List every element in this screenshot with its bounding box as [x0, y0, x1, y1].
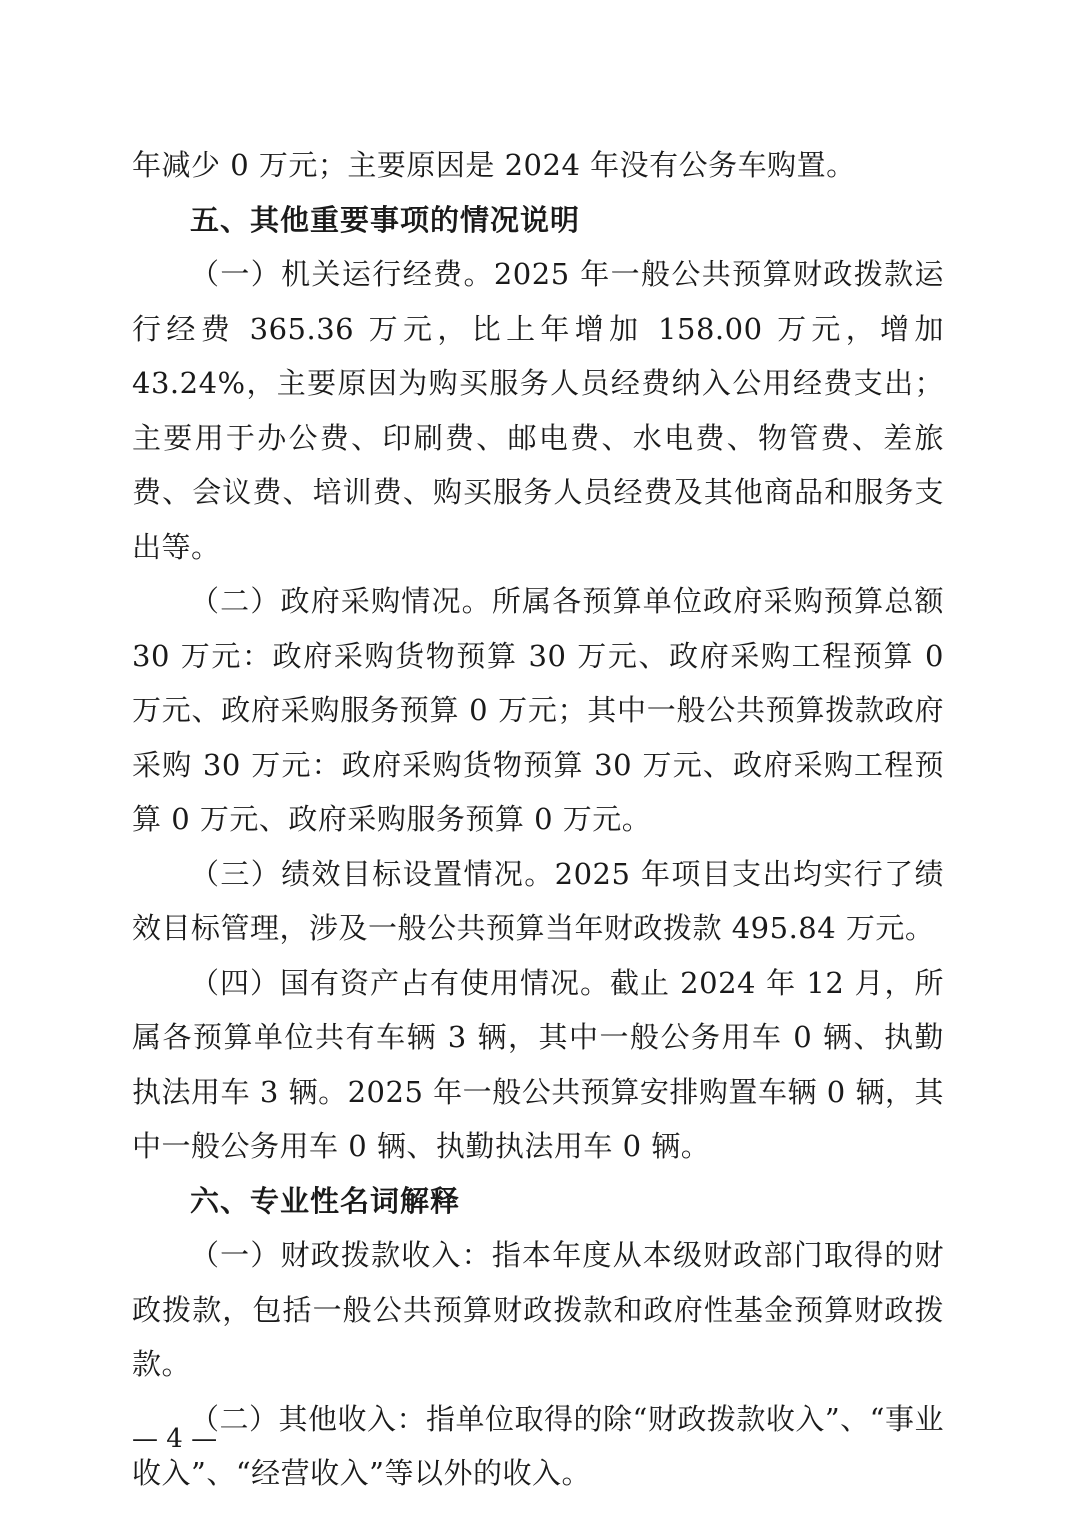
paragraph-fiscal-appropriation-income: （一）财政拨款收入：指本年度从本级财政部门取得的财政拨款，包括一般公共预算财政拨款和政府性基金预算财政拨款。 — [132, 1238, 944, 1381]
section-heading-glossary: 六、专业性名词解释 — [190, 1183, 461, 1218]
paragraph-performance-targets: （三）绩效目标设置情况。2025 年项目支出均实行了绩效目标管理，涉及一般公共预算当年财政拨款 495.84 万元。 — [132, 856, 944, 945]
page-number: — 4 — — [132, 1424, 218, 1454]
paragraph-vehicle-reduction: 年减少 0 万元；主要原因是 2024 年没有公务车购置。 — [132, 148, 856, 182]
paragraph-state-assets: （四）国有资产占有使用情况。截止 2024 年 12 月，所属各预算单位共有车辆 3 辆，其中一般公务用车 0 辆、执勤执法用车 3 辆。2025 年一般公共预算安排购置车辆 0 辆，其中一般公务用车 0 辆、执勤执法用车 0 辆。 — [132, 965, 944, 1163]
document-body — [132, 138, 944, 1501]
paragraph-other-income: （二）其他收入：指单位取得的除“财政拨款收入”、“事业收入”、“经营收入”等以外的收入。 — [132, 1401, 944, 1490]
section-heading-other-matters: 五、其他重要事项的情况说明 — [190, 202, 581, 237]
paragraph-operating-expenses: （一）机关运行经费。2025 年一般公共预算财政拨款运行经费 365.36 万元，比上年增加 158.00 万元，增加 43.24%，主要原因为购买服务人员经费纳入公用经费支出；主要用于办公费、印刷费、邮电费、水电费、物管费、差旅费、会议费、培训费、购买服务人员经费及其他商品和服务支出等。 — [132, 257, 944, 564]
paragraph-government-procurement: （二）政府采购情况。所属各预算单位政府采购预算总额 30 万元：政府采购货物预算 30 万元、政府采购工程预算 0 万元、政府采购服务预算 0 万元；其中一般公共预算拨款政府采购 30 万元：政府采购货物预算 30 万元、政府采购工程预算 0 万元、政府采购服务预算 0 万元。 — [132, 584, 944, 836]
